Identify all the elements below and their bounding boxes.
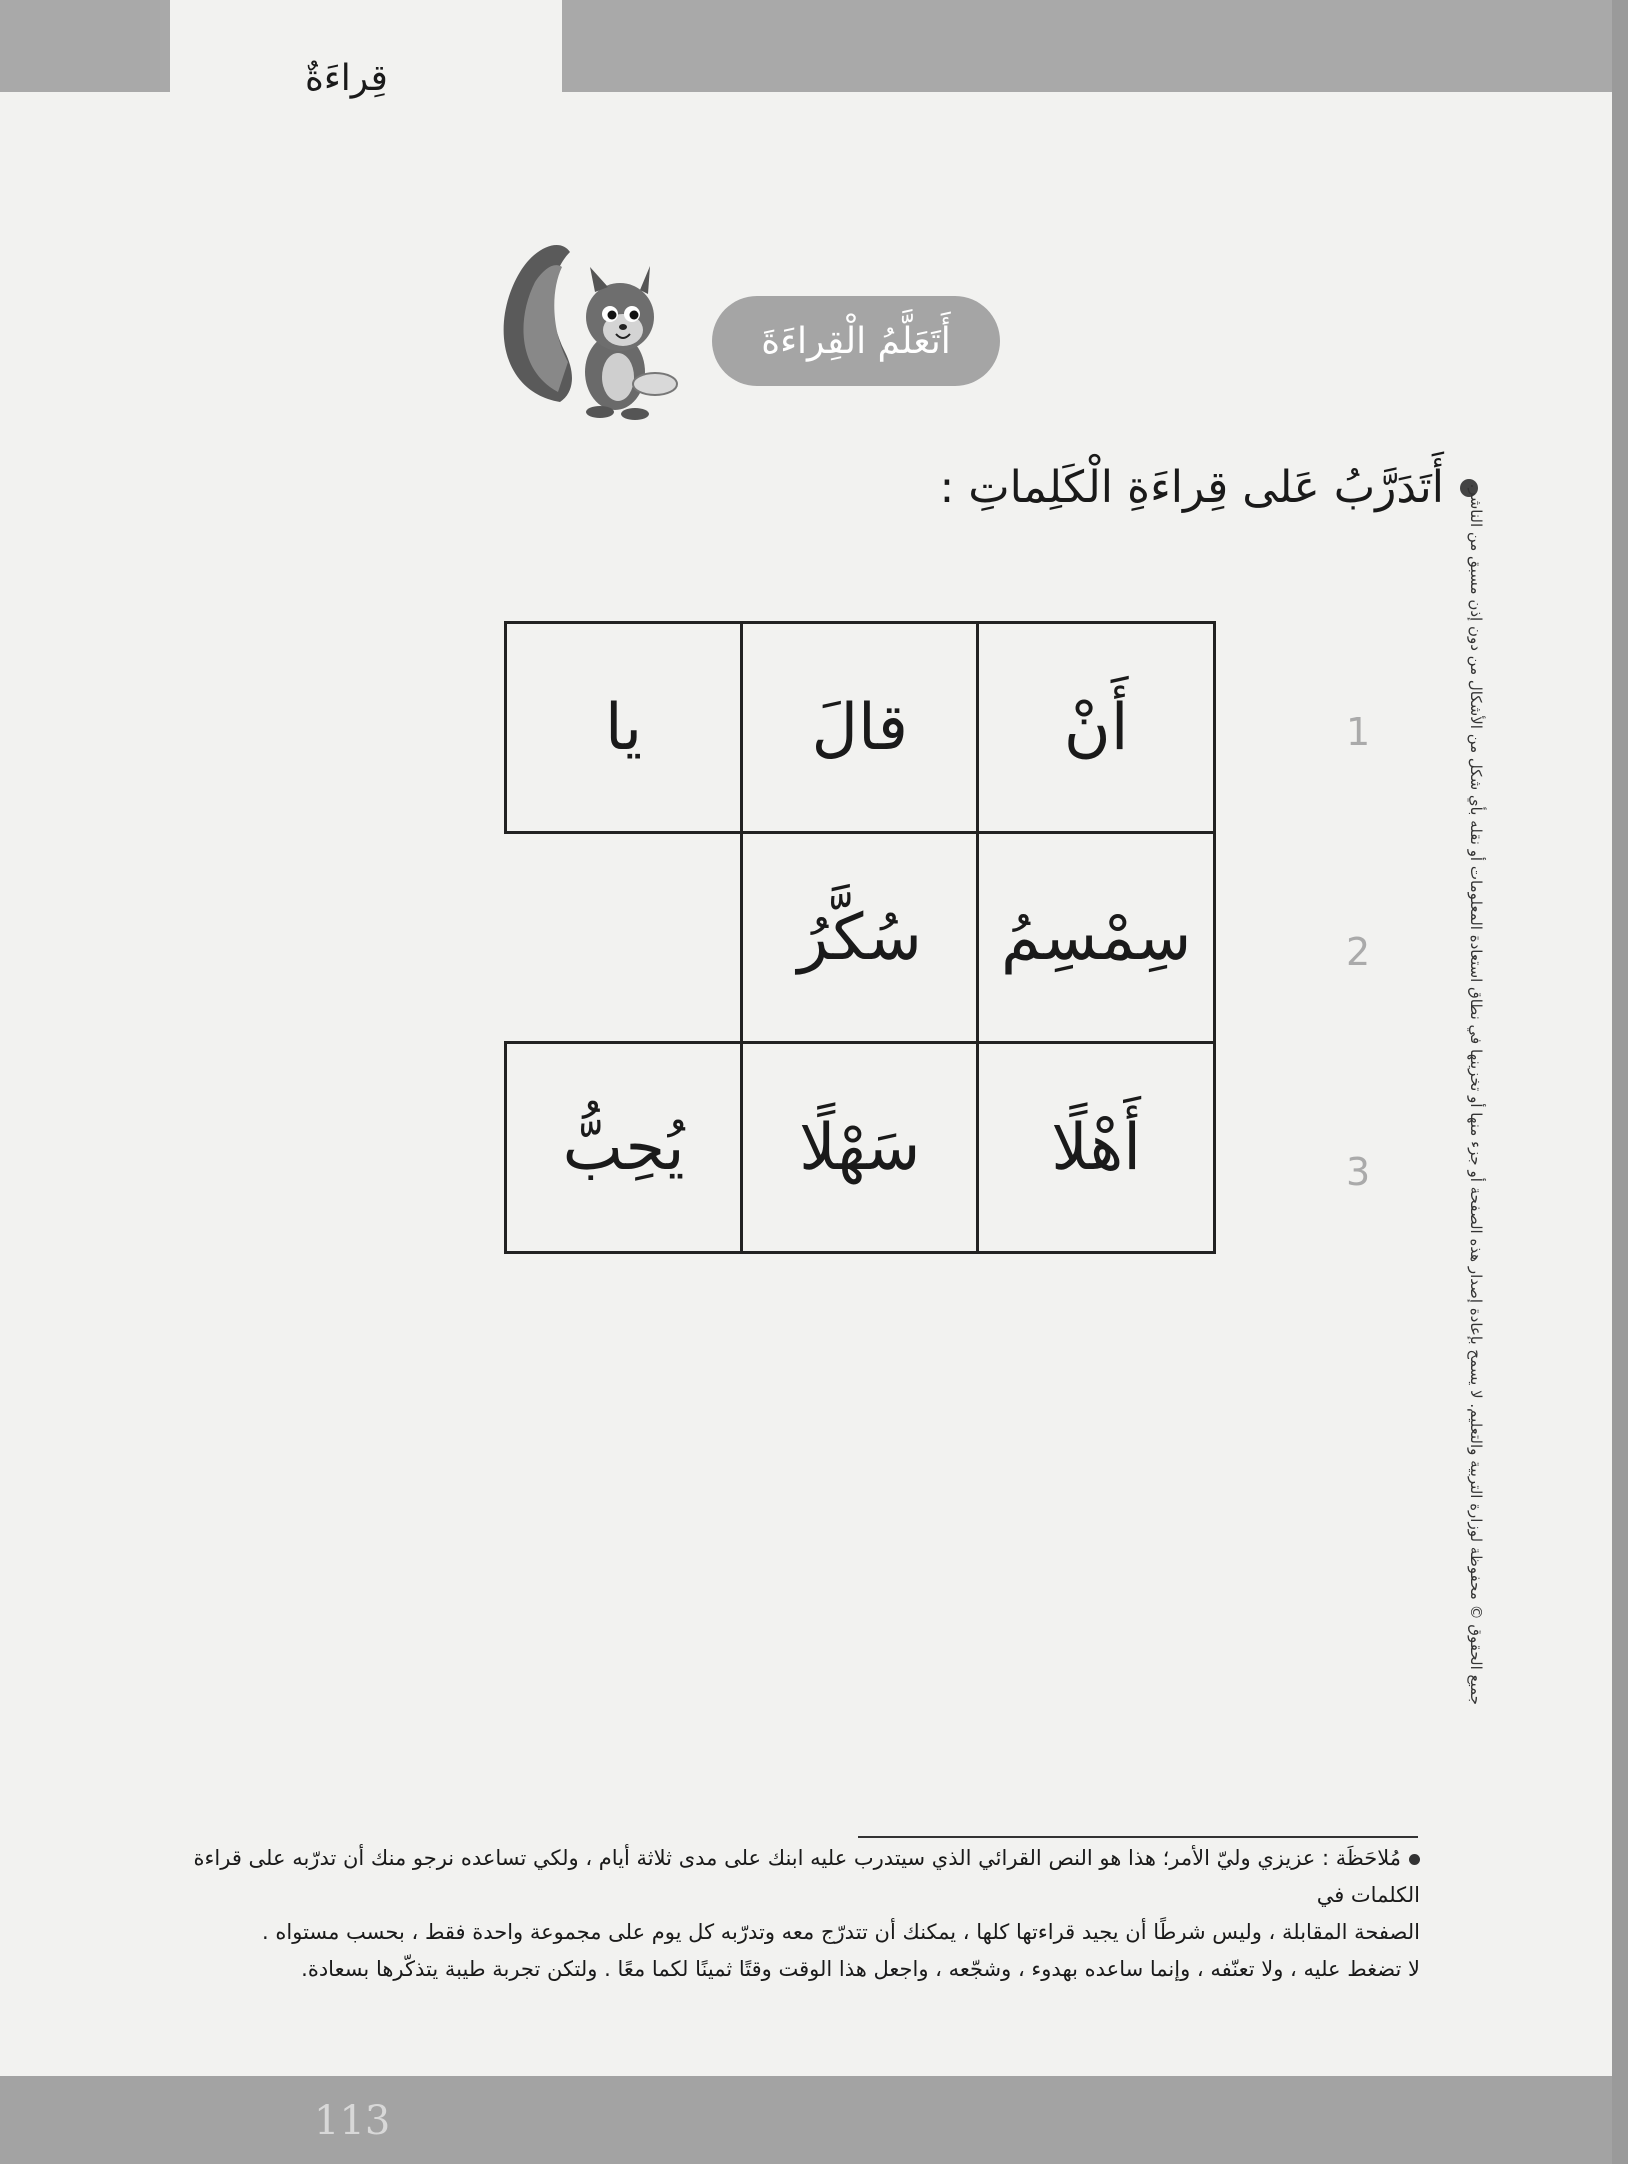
- empty-cell: [506, 833, 742, 1043]
- word-cell: سُكَّرُ: [742, 833, 978, 1043]
- row-number: 2: [1346, 930, 1371, 974]
- word-grid: [504, 621, 1216, 1254]
- note-line: لا تضغط عليه ، ولا تعنّفه ، وإنما ساعده بهدوء ، وشجّعه ، واجعل هذا الوقت وقتًا ثمينًا لكما معًا . ولتكن تجربة طيبة يتذكّرها بسعادة.: [301, 1957, 1420, 1981]
- word-cell: يُحِبُّ: [506, 1043, 742, 1253]
- note-line: [180, 1840, 1420, 1914]
- note-line: الصفحة المقابلة ، وليس شرطًا أن يجيد قراءتها كلها ، يمكنك أن تتدرّج معه وتدرّبه كل يوم على مجموعة واحدة فقط ، بحسب مستواه .: [262, 1920, 1420, 1944]
- grid-row-1: [506, 623, 1215, 833]
- grid-row-3: [506, 1043, 1215, 1253]
- squirrel-illustration: [490, 232, 690, 422]
- bullet-icon: [1409, 1854, 1420, 1865]
- page-binding-edge: [1612, 0, 1628, 2164]
- header-bar-left: [0, 0, 170, 92]
- page-number: 113: [314, 2098, 391, 2144]
- word-cell: أَهْلًا: [978, 1043, 1215, 1253]
- word-cell: أَنْ: [978, 623, 1215, 833]
- section-title: قِراءَةٌ: [305, 58, 388, 99]
- instruction-text: أَتَدَرَّبُ عَلى قِراءَةِ الْكَلِماتِ :: [939, 462, 1444, 513]
- header-bar-right: [562, 0, 1612, 92]
- note-divider: [858, 1836, 1418, 1838]
- row-number: 1: [1346, 710, 1371, 754]
- copyright-notice: جميع الحقوق © محفوظة لوزارة التربية والتعليم. لا يسمح بإعادة إصدار هذه الصفحة أو جزء منها أو تخزينها في نطاق استعادة المعلومات أو نقله بأي شكل من الأشكال من دون إذن مسبق من الناشر.: [1467, 483, 1485, 1705]
- footer-bar: [0, 2076, 1612, 2164]
- row-number: 3: [1346, 1150, 1371, 1194]
- word-cell: قالَ: [742, 623, 978, 833]
- word-cell: سِمْسِمُ: [978, 833, 1215, 1043]
- word-cell: يا: [506, 623, 742, 833]
- learn-reading-banner: أَتَعَلَّمُ الْقِراءَةَ: [712, 296, 1000, 386]
- parent-note: [180, 1840, 1420, 1988]
- note-line-text: مُلاحَظَة : عزيزي وليّ الأمر؛ هذا هو النص القرائي الذي سيتدرب عليه ابنك على مدى ثلاثة أيام ، ولكي تساعده نرجو منك أن تدرّبه على قراءة الكلمات في: [193, 1846, 1420, 1907]
- word-cell: سَهْلًا: [742, 1043, 978, 1253]
- exercise-instruction: [939, 462, 1478, 513]
- grid-row-2: [506, 833, 1215, 1043]
